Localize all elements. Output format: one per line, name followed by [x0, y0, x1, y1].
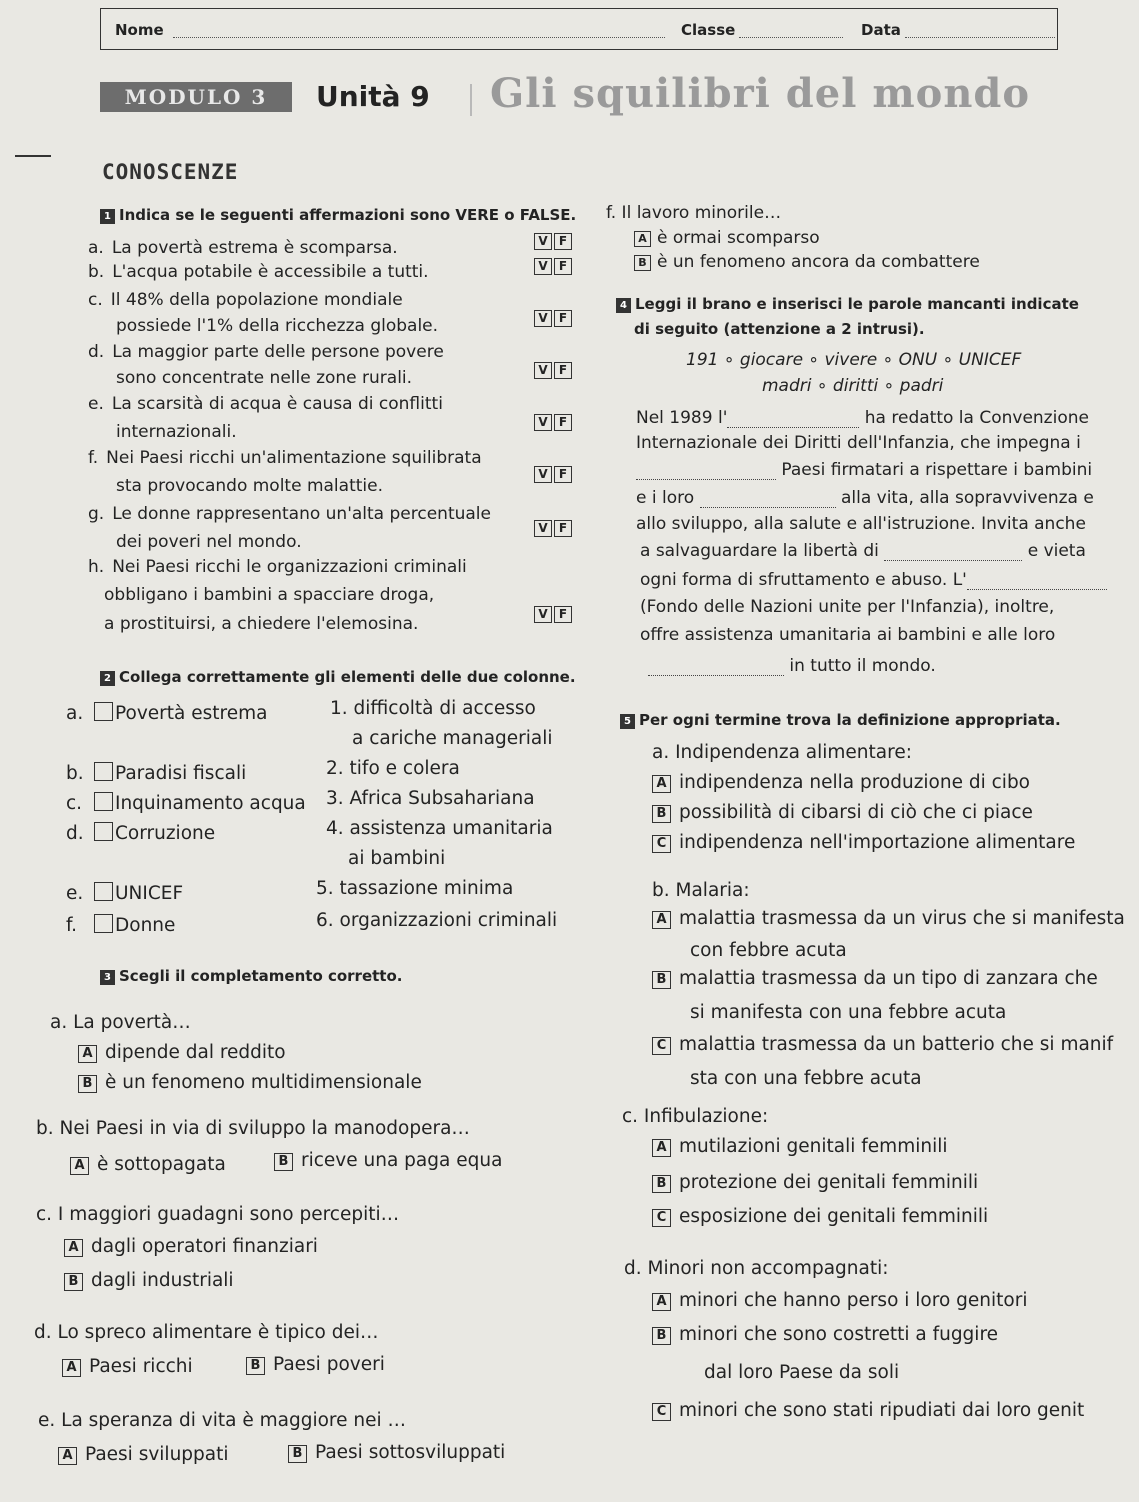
item-letter: f.: [66, 915, 78, 936]
item-text: UNICEF: [115, 883, 184, 904]
true-box[interactable]: V: [534, 466, 552, 483]
option-text: Paesi sottosviluppati: [315, 1442, 506, 1463]
ex1-instruction: 1 Indica se le seguenti affermazioni sono VERE o FALSE.: [100, 206, 576, 224]
ex3-option-b-A[interactable]: [70, 1154, 226, 1175]
ex5-option-b-C[interactable]: [652, 1034, 1113, 1055]
answer-box[interactable]: [94, 702, 113, 721]
ex1-item-h-line-1: [104, 585, 434, 605]
ex2-instruction: 2 Collega correttamente gli elementi delle due colonne.: [100, 668, 576, 686]
true-false-boxes: [534, 466, 572, 483]
option-text: protezione dei genitali femminili: [679, 1172, 979, 1193]
blank-5[interactable]: [967, 576, 1107, 590]
option-letter-box[interactable]: A: [634, 231, 651, 247]
option-letter-box[interactable]: C: [652, 1403, 671, 1421]
item-letter: b.: [88, 262, 105, 282]
ex5-question-d: d. Minori non accompagnati:: [624, 1258, 889, 1279]
item-text: sta provocando molte malattie.: [116, 476, 383, 496]
ex5-option-c-B[interactable]: [652, 1172, 978, 1193]
option-letter-box[interactable]: B: [634, 255, 651, 271]
item-text: Paradisi fiscali: [115, 763, 247, 784]
blank-6[interactable]: [648, 662, 784, 676]
option-letter-box[interactable]: C: [652, 1209, 671, 1227]
ex1-item-b-line-0: [88, 262, 429, 282]
option-text: possibilità di cibarsi di ciò che ci piace: [679, 802, 1033, 823]
item-letter: d.: [66, 823, 84, 844]
item-letter: e.: [88, 394, 104, 414]
item-letter: g.: [88, 504, 105, 524]
option-text: malattia trasmessa da un virus che si manifesta: [679, 908, 1125, 929]
ex4-instruction-1: 4 Leggi il brano e inserisci le parole mancanti indicate: [616, 295, 1079, 313]
item-text: Il 48% della popolazione mondiale: [110, 290, 403, 310]
item-letter: f.: [88, 448, 99, 468]
ex1-item-c-line-0: [88, 290, 403, 310]
option-text: Paesi ricchi: [89, 1356, 193, 1377]
ex4-line-1: Nel 1989 l' ha redatto la Convenzione: [636, 408, 1089, 428]
ex2-right-item: a cariche manageriali: [352, 728, 553, 749]
ex2-left-item: [66, 792, 306, 814]
option-letter-box[interactable]: B: [652, 1175, 671, 1193]
ex3-question-b: b. Nei Paesi in via di sviluppo la manodopera…: [36, 1118, 470, 1139]
option-letter-box[interactable]: A: [62, 1359, 81, 1377]
ex1f-option-B[interactable]: [634, 252, 980, 272]
ex5-option-text-cont: dal loro Paese da soli: [704, 1362, 900, 1383]
ex2-left-item: [66, 914, 175, 936]
true-false-boxes: [534, 520, 572, 537]
option-letter-box[interactable]: B: [246, 1357, 265, 1375]
option-text: indipendenza nell'importazione alimentare: [679, 832, 1076, 853]
data-label: Data: [861, 21, 901, 39]
blank-4[interactable]: [884, 547, 1022, 561]
true-box[interactable]: V: [534, 520, 552, 537]
ex2-right-item: 4. assistenza umanitaria: [326, 818, 553, 839]
ex2-left-item: [66, 702, 267, 724]
ex5-option-c-C[interactable]: [652, 1206, 988, 1227]
data-field[interactable]: [905, 37, 1055, 38]
item-text: Nei Paesi ricchi un'alimentazione squilibrata: [106, 448, 482, 468]
ex1-item-h-line-2: [104, 614, 418, 634]
ex4-line-6: a salvaguardare la libertà di e vieta: [640, 541, 1086, 561]
ex4-number: 4: [616, 298, 631, 313]
option-letter-box[interactable]: B: [288, 1445, 307, 1463]
ex1f-option-A[interactable]: [634, 228, 820, 248]
item-text: Le donne rappresentano un'alta percentuale: [112, 504, 491, 524]
ex2-number: 2: [100, 671, 115, 686]
nome-label: Nome: [115, 21, 164, 39]
item-text: Nei Paesi ricchi le organizzazioni criminali: [112, 557, 467, 577]
ex3-option-d-B[interactable]: [246, 1354, 385, 1375]
title-divider: [470, 84, 472, 116]
ex4-line-2: Internazionale dei Diritti dell'Infanzia, che impegna i: [636, 433, 1081, 453]
ex5-question-a: a. Indipendenza alimentare:: [652, 742, 912, 763]
ex5-instruction: 5 Per ogni termine trova la definizione appropriata.: [620, 711, 1061, 729]
option-text: dagli industriali: [91, 1270, 234, 1291]
option-letter-box[interactable]: A: [64, 1239, 83, 1257]
ex5-option-b-A[interactable]: [652, 908, 1125, 929]
true-false-boxes: [534, 606, 572, 623]
answer-box[interactable]: [94, 914, 113, 933]
ex5-question-c: c. Infibulazione:: [622, 1106, 769, 1127]
unit-title: Gli squilibri del mondo: [490, 70, 1031, 117]
ex5-option-d-C[interactable]: [652, 1400, 1084, 1421]
option-letter-box[interactable]: B: [274, 1153, 293, 1171]
item-letter: h.: [88, 557, 105, 577]
item-text: Povertà estrema: [115, 703, 268, 724]
answer-box[interactable]: [94, 822, 113, 841]
ex1-item-g-line-1: [116, 532, 302, 552]
classe-label: Classe: [681, 21, 736, 39]
ex3-option-a-B[interactable]: [78, 1072, 422, 1093]
section-title: CONOSCENZE: [102, 160, 239, 184]
ex3-question-e: e. La speranza di vita è maggiore nei …: [38, 1410, 407, 1431]
option-letter-box[interactable]: A: [652, 911, 671, 929]
student-info-header: [100, 8, 1058, 50]
item-text: La maggior parte delle persone povere: [112, 342, 444, 362]
option-text: riceve una paga equa: [301, 1150, 503, 1171]
option-text: mutilazioni genitali femminili: [679, 1136, 948, 1157]
ex5-option-text-cont: si manifesta con una febbre acuta: [690, 1002, 1007, 1023]
true-box[interactable]: V: [534, 362, 552, 379]
ex2-left-item: [66, 882, 183, 904]
modulo-badge: MODULO 3: [100, 82, 292, 112]
option-text: esposizione dei genitali femminili: [679, 1206, 989, 1227]
true-false-boxes: [534, 258, 572, 275]
true-box[interactable]: V: [534, 310, 552, 327]
ex1-item-d-line-1: [116, 368, 412, 388]
ex5-option-d-A[interactable]: [652, 1290, 1027, 1311]
false-box[interactable]: F: [554, 466, 572, 483]
ex4-line-4: e i loro alla vita, alla sopravvivenza e: [636, 488, 1094, 508]
ex3-number: 3: [100, 970, 115, 985]
option-text: minori che sono costretti a fuggire: [679, 1324, 999, 1345]
option-text: dipende dal reddito: [105, 1042, 286, 1063]
ex4-line-7: ogni forma di sfruttamento e abuso. L': [640, 570, 1107, 590]
option-letter-box[interactable]: A: [58, 1447, 77, 1465]
false-box[interactable]: F: [554, 310, 572, 327]
true-false-boxes: [534, 414, 572, 431]
ex1-item-c-line-1: [116, 316, 438, 336]
option-text: è ormai scomparso: [657, 228, 820, 248]
ex1-item-e-line-1: [116, 422, 237, 442]
true-box[interactable]: V: [534, 258, 552, 275]
item-letter: a.: [66, 703, 84, 724]
ex3-option-b-B[interactable]: [274, 1150, 502, 1171]
answer-box[interactable]: [94, 882, 113, 901]
option-letter-box[interactable]: B: [78, 1075, 97, 1093]
ex2-right-item: 3. Africa Subsahariana: [326, 788, 535, 809]
ex5-option-b-B[interactable]: [652, 968, 1098, 989]
ex4-wordbank-2: madri ∘ diritti ∘ padri: [762, 376, 944, 396]
item-letter: c.: [66, 793, 83, 814]
option-letter-box[interactable]: B: [64, 1273, 83, 1291]
option-letter-box[interactable]: A: [652, 1293, 671, 1311]
ex2-right-item: 2. tifo e colera: [326, 758, 460, 779]
ex5-question-b: b. Malaria:: [652, 880, 750, 901]
false-box[interactable]: F: [554, 233, 572, 250]
ex4-instruction-2: di seguito (attenzione a 2 intrusi).: [634, 320, 925, 338]
ex1-item-e-line-0: [88, 394, 443, 414]
ex5-option-a-A[interactable]: [652, 772, 1030, 793]
option-letter-box[interactable]: C: [652, 835, 671, 853]
item-text: dei poveri nel mondo.: [116, 532, 302, 552]
ex4-line-9: offre assistenza umanitaria ai bambini e alle loro: [640, 625, 1056, 645]
ex2-right-item: 1. difficoltà di accesso: [330, 698, 536, 719]
ex5-option-a-B[interactable]: [652, 802, 1033, 823]
ex3-question-c: c. I maggiori guadagni sono percepiti…: [36, 1204, 400, 1225]
ex4-line-3: Paesi firmatari a rispettare i bambini: [636, 460, 1092, 480]
ex5-option-text-cont: sta con una febbre acuta: [690, 1068, 922, 1089]
ex5-number: 5: [620, 714, 635, 729]
item-letter: d.: [88, 342, 105, 362]
option-letter-box[interactable]: A: [652, 775, 671, 793]
ex5-option-c-A[interactable]: [652, 1136, 948, 1157]
ex3-option-d-A[interactable]: [62, 1356, 193, 1377]
item-text: La povertà estrema è scomparsa.: [111, 238, 398, 258]
ex2-right-item: 5. tassazione minima: [316, 878, 514, 899]
ex3-question-d: d. Lo spreco alimentare è tipico dei…: [34, 1322, 379, 1343]
item-letter: c.: [88, 290, 103, 310]
item-text: La scarsità di acqua è causa di conflitti: [111, 394, 443, 414]
option-text: indipendenza nella produzione di cibo: [679, 772, 1031, 793]
true-box[interactable]: V: [534, 606, 552, 623]
ex3-option-e-A[interactable]: [58, 1444, 229, 1465]
option-letter-box[interactable]: A: [78, 1045, 97, 1063]
false-box[interactable]: F: [554, 362, 572, 379]
option-text: è un fenomeno ancora da combattere: [657, 252, 980, 272]
classe-field[interactable]: [739, 37, 843, 38]
answer-box[interactable]: [94, 762, 113, 781]
item-text: Donne: [115, 915, 176, 936]
blank-3[interactable]: [700, 494, 836, 508]
ex3-option-e-B[interactable]: [288, 1442, 505, 1463]
unit-number: Unità 9: [316, 80, 430, 113]
true-box[interactable]: V: [534, 414, 552, 431]
ex1-item-f-line-0: [88, 448, 482, 468]
ex1-number: 1: [100, 209, 115, 224]
ex5-option-text-cont: con febbre acuta: [690, 940, 847, 961]
option-text: Paesi sviluppati: [85, 1444, 229, 1465]
false-box[interactable]: F: [554, 606, 572, 623]
ex5-option-d-B[interactable]: [652, 1324, 998, 1345]
item-text: internazionali.: [116, 422, 237, 442]
option-letter-box[interactable]: B: [652, 971, 671, 989]
item-letter: e.: [66, 883, 84, 904]
ex2-left-item: [66, 762, 246, 784]
option-text: dagli operatori finanziari: [91, 1236, 318, 1257]
option-text: minori che sono stati ripudiati dai loro genit: [679, 1400, 1085, 1421]
option-text: malattia trasmessa da un tipo di zanzara che: [679, 968, 1098, 989]
ex1-item-f-line-1: [116, 476, 383, 496]
true-false-boxes: [534, 310, 572, 327]
false-box[interactable]: F: [554, 414, 572, 431]
option-text: Paesi poveri: [273, 1354, 385, 1375]
item-letter: b.: [66, 763, 84, 784]
option-letter-box[interactable]: B: [652, 805, 671, 823]
ex1-item-g-line-0: [88, 504, 491, 524]
option-text: è sottopagata: [97, 1154, 226, 1175]
ex2-right-item: ai bambini: [348, 848, 446, 869]
ex4-line-10: in tutto il mondo.: [648, 656, 936, 676]
ex2-right-item: 6. organizzazioni criminali: [316, 910, 558, 931]
option-text: minori che hanno perso i loro genitori: [679, 1290, 1028, 1311]
ex2-left-item: [66, 822, 215, 844]
option-letter-box[interactable]: A: [70, 1157, 89, 1175]
ex1-question-f: f. Il lavoro minorile…: [606, 203, 782, 223]
item-text: possiede l'1% della ricchezza globale.: [116, 316, 439, 336]
true-false-boxes: [534, 362, 572, 379]
item-text: sono concentrate nelle zone rurali.: [116, 368, 413, 388]
ex4-line-8: (Fondo delle Nazioni unite per l'Infanzia), inoltre,: [640, 597, 1055, 617]
item-text: L'acqua potabile è accessibile a tutti.: [112, 262, 429, 282]
item-text: Inquinamento acqua: [115, 793, 306, 814]
ex3-option-c-B[interactable]: [64, 1270, 234, 1291]
item-text: obbligano i bambini a spacciare droga,: [104, 585, 435, 605]
option-text: malattia trasmessa da un batterio che si manif: [679, 1034, 1114, 1055]
ex3-question-a: a. La povertà…: [50, 1012, 191, 1033]
ex1-item-h-line-0: [88, 557, 467, 577]
option-text: è un fenomeno multidimensionale: [105, 1072, 422, 1093]
ex4-line-5: allo sviluppo, alla salute e all'istruzione. Invita anche: [636, 514, 1086, 534]
margin-mark: [15, 155, 51, 157]
blank-1[interactable]: [727, 414, 859, 428]
option-letter-box[interactable]: A: [652, 1139, 671, 1157]
item-text: Corruzione: [115, 823, 216, 844]
item-letter: a.: [88, 238, 104, 258]
option-letter-box[interactable]: B: [652, 1327, 671, 1345]
false-box[interactable]: F: [554, 520, 572, 537]
ex5-option-a-C[interactable]: [652, 832, 1075, 853]
option-letter-box[interactable]: C: [652, 1037, 671, 1055]
item-text: a prostituirsi, a chiedere l'elemosina.: [104, 614, 419, 634]
ex3-instruction: 3 Scegli il completamento corretto.: [100, 967, 402, 985]
ex1-item-d-line-0: [88, 342, 444, 362]
nome-field[interactable]: [173, 37, 665, 38]
true-box[interactable]: V: [534, 233, 552, 250]
true-false-boxes: [534, 233, 572, 250]
ex4-wordbank-1: 191 ∘ giocare ∘ vivere ∘ ONU ∘ UNICEF: [686, 350, 1022, 370]
ex3-option-c-A[interactable]: [64, 1236, 318, 1257]
false-box[interactable]: F: [554, 258, 572, 275]
ex1-item-a-line-0: [88, 238, 398, 258]
answer-box[interactable]: [94, 792, 113, 811]
ex3-option-a-A[interactable]: [78, 1042, 286, 1063]
blank-2[interactable]: [636, 466, 776, 480]
